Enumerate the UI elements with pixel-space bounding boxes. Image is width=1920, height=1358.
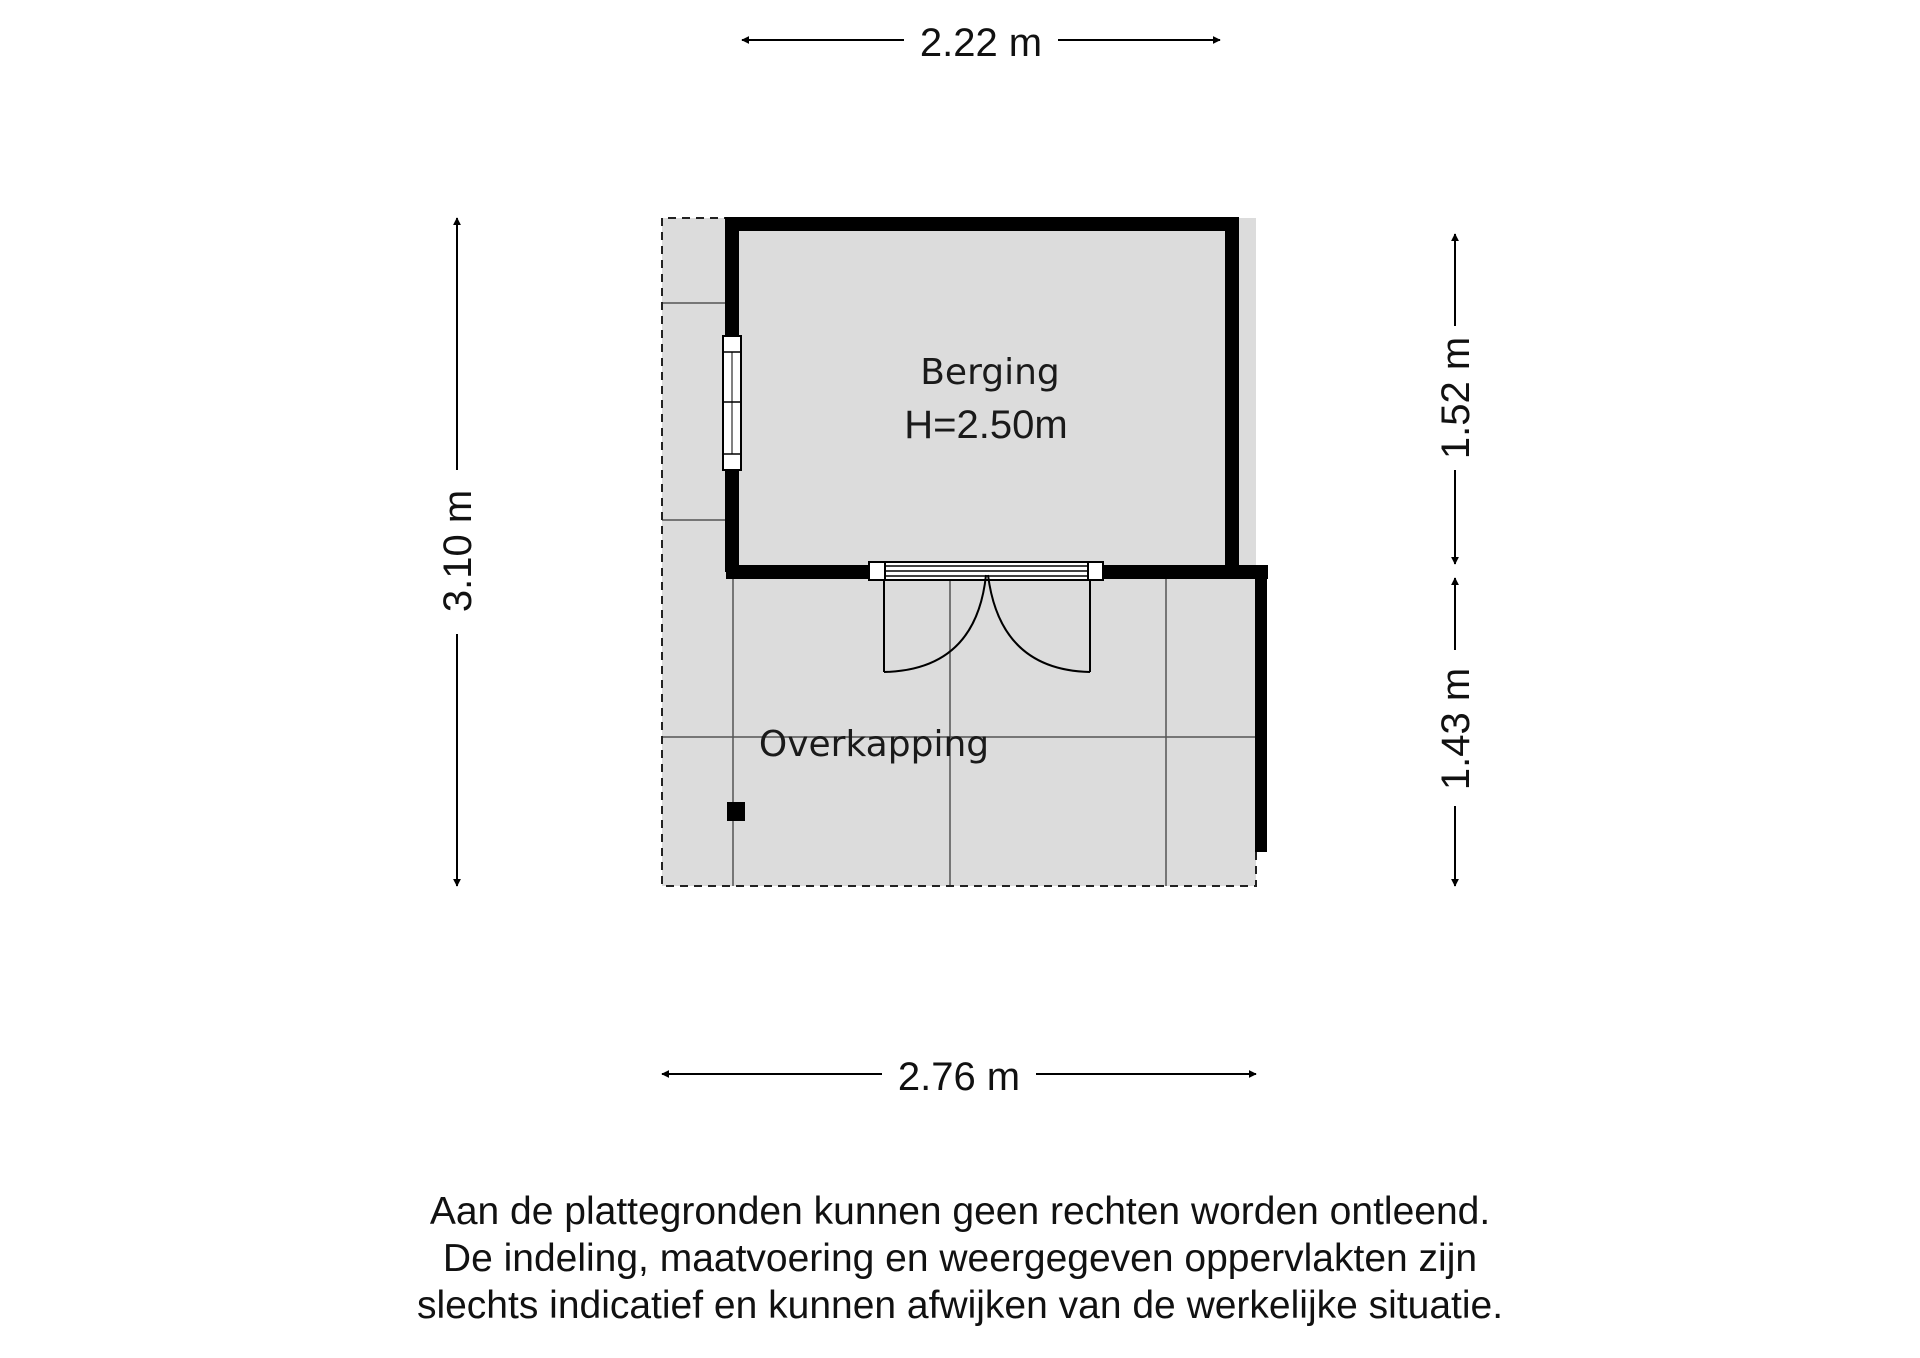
disclaimer <box>260 1188 1660 1329</box>
dimension-left <box>436 218 480 886</box>
dimension-bottom <box>662 1055 1256 1099</box>
dimension-top-label: 2.22 m <box>919 21 1043 65</box>
berging-label: Berging <box>920 352 1060 393</box>
window-west <box>723 336 741 470</box>
dimension-right-upper <box>1434 234 1478 564</box>
dimension-bottom-label: 2.76 m <box>897 1055 1021 1099</box>
disclaimer-line-1: Aan de plattegronden kunnen geen rechten worden ontleend. <box>429 1190 1491 1233</box>
dimension-left-label: 3.10 m <box>436 489 480 613</box>
column-post <box>727 802 745 821</box>
berging-height-label: H=2.50m <box>904 403 1068 447</box>
dimension-top <box>742 21 1220 65</box>
dimension-right-lower <box>1434 578 1478 886</box>
disclaimer-line-2: De indeling, maatvoering en weergegeven oppervlakten zijn <box>442 1237 1478 1280</box>
overkapping-label: Overkapping <box>758 724 990 765</box>
dimension-right-lower-label: 1.43 m <box>1434 667 1478 791</box>
dimension-right-upper-label: 1.52 m <box>1434 336 1478 460</box>
disclaimer-line-3: slechts indicatief en kunnen afwijken van de werkelijke situatie. <box>416 1284 1504 1327</box>
